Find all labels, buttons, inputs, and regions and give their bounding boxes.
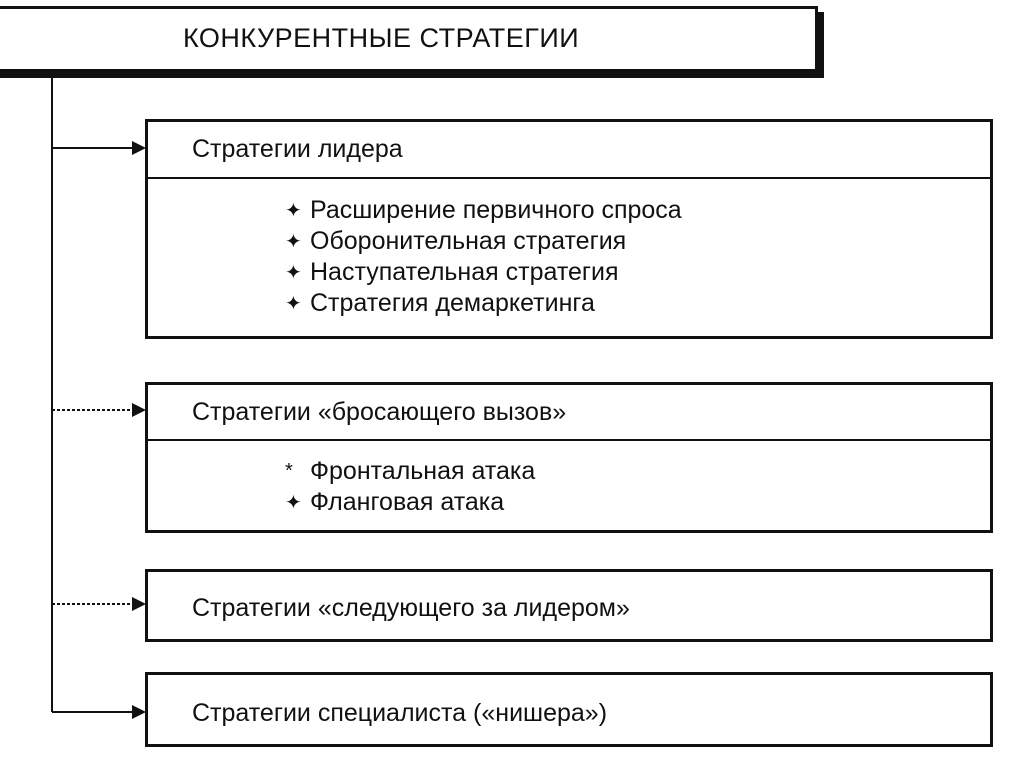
arrow-nicher: [132, 705, 146, 719]
leader-strategies-header: [148, 122, 990, 179]
list-item: [285, 195, 682, 226]
nicher-strategies-box: [145, 672, 993, 747]
challenger-strategies-box: [145, 382, 993, 533]
arrow-follower: [132, 597, 146, 611]
list-item: [285, 257, 682, 288]
arrow-leader: [132, 141, 146, 155]
challenger-strategies-list: [285, 456, 535, 518]
challenger-strategies-label: Стратегии «бросающего вызов»: [192, 398, 567, 426]
list-item: [285, 288, 682, 319]
bullet-icon: ✦: [285, 200, 302, 222]
list-item: [285, 226, 682, 257]
bullet-icon: *: [285, 460, 293, 482]
leader-strategies-box: [145, 119, 993, 339]
nicher-strategies-label: Стратегии специалиста («нишера»): [192, 699, 608, 727]
list-item-text: Стратегия демаркетинга: [310, 289, 595, 317]
follower-strategies-box: [145, 569, 993, 642]
title-box: [0, 6, 818, 72]
bullet-icon: ✦: [285, 262, 302, 284]
list-item-text: Фронтальная атака: [310, 457, 536, 485]
leader-strategies-label: Стратегии лидера: [192, 135, 403, 163]
bullet-icon: ✦: [285, 492, 302, 514]
bullet-icon: ✦: [285, 231, 302, 253]
challenger-strategies-header: [148, 385, 990, 441]
arrow-challenger: [132, 403, 146, 417]
diagram-title: КОНКУРЕНТНЫЕ СТРАТЕГИИ: [183, 23, 580, 53]
bullet-icon: ✦: [285, 293, 302, 315]
list-item-text: Оборонительная стратегия: [310, 227, 627, 255]
list-item: [285, 456, 535, 487]
list-item: [285, 487, 535, 518]
list-item-text: Наступательная стратегия: [310, 258, 619, 286]
list-item-text: Расширение первичного спроса: [310, 196, 682, 224]
list-item-text: Фланговая атака: [310, 488, 505, 516]
follower-strategies-label: Стратегии «следующего за лидером»: [192, 594, 630, 622]
leader-strategies-list: [285, 195, 682, 319]
